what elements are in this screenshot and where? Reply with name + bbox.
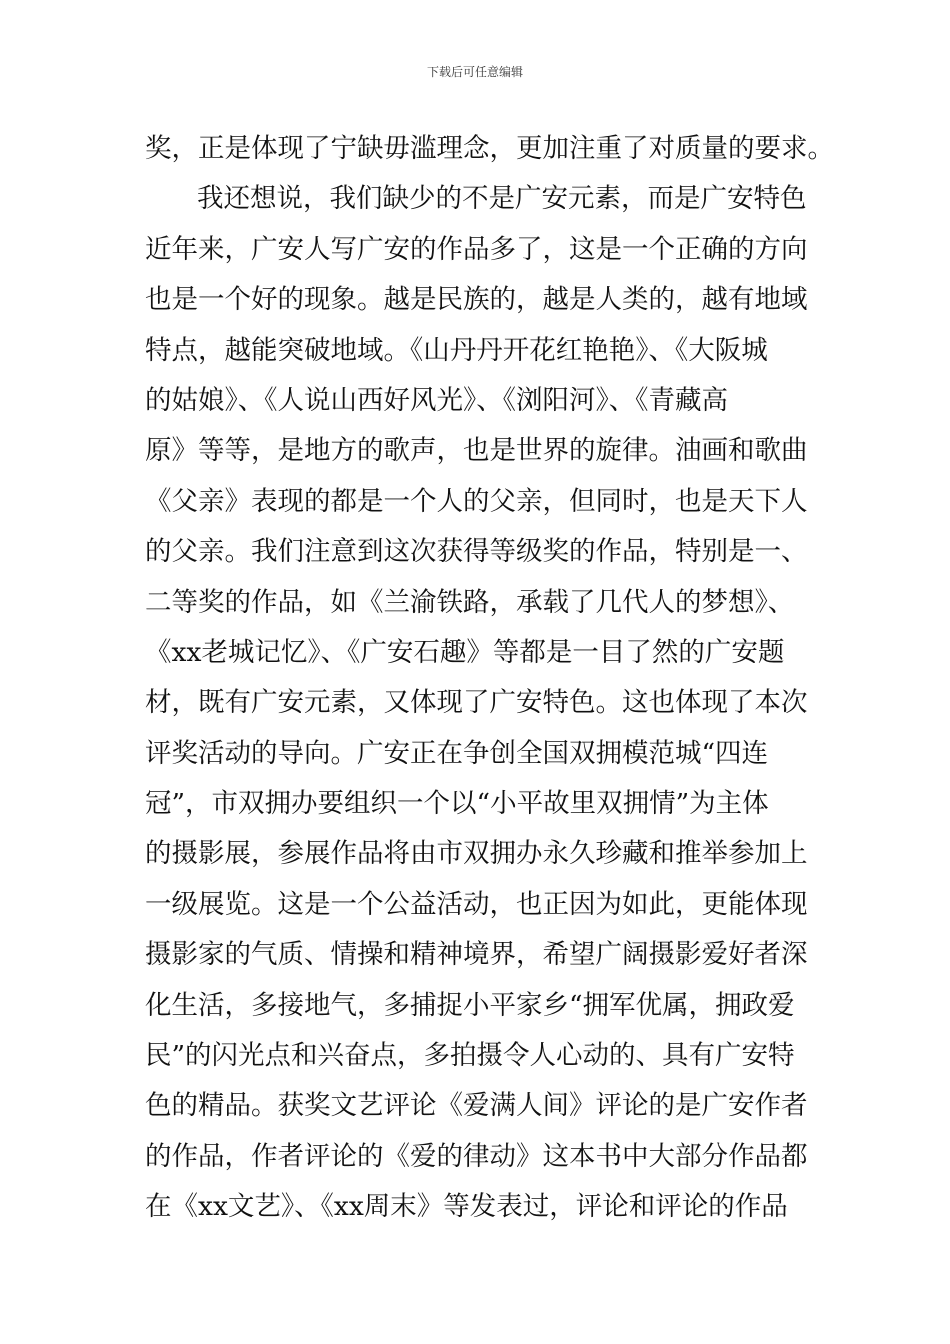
- text-line: 奖，正是体现了宁缺毋滥理念，更加注重了对质量的要求。: [145, 133, 834, 164]
- text-line: 二等奖的作品，如《兰渝铁路，承载了几代人的梦想》、: [145, 586, 795, 618]
- text-line: 冠”，市双拥办要组织一个以“小平故里双拥情”为主体: [145, 788, 769, 820]
- text-line: 的姑娘》、《人说山西好风光》、《浏阳河》、《青藏高: [145, 384, 728, 416]
- page-header: 下载后可任意编辑: [426, 65, 523, 79]
- text-line: 在《xx文艺》、《xx周末》等发表过，评论和评论的作品: [145, 1191, 788, 1223]
- text-line: 一级展览。这是一个公益活动，也正因为如此，更能体现: [145, 888, 808, 920]
- text-line: 《xx老城记忆》、《广安石趣》等都是一目了然的广安题: [145, 636, 785, 668]
- text-line: 的父亲。我们注意到这次获得等级奖的作品，特别是一、: [145, 536, 808, 568]
- text-line: 色的精品。获奖文艺评论《爱满人间》评论的是广安作者: [145, 1090, 808, 1122]
- text-line: 摄影家的气质、情操和精神境界，希望广阔摄影爱好者深: [145, 939, 808, 971]
- text-line: 民”的闪光点和兴奋点，多拍摄令人心动的、具有广安特: [145, 1040, 795, 1072]
- text-line: 材，既有广安元素，又体现了广安特色。这也体现了本次: [145, 687, 808, 719]
- text-line: 的作品，作者评论的《爱的律动》这本书中大部分作品都: [145, 1140, 808, 1172]
- text-line: 特点，越能突破地域。《山丹丹开花红艳艳》、《大阪城: [145, 334, 768, 366]
- text-line: 化生活，多接地气，多捕捉小平家乡“拥军优属，拥政爱: [145, 989, 795, 1021]
- text-line: 评奖活动的导向。广安正在争创全国双拥模范城“四连: [145, 737, 769, 769]
- text-line: 近年来，广安人写广安的作品多了，这是一个正确的方向: [145, 233, 808, 265]
- text-line: 原》等等，是地方的歌声，也是世界的旋律。油画和歌曲: [145, 435, 808, 467]
- text-line: 《父亲》表现的都是一个人的父亲，但同时，也是天下人: [145, 485, 808, 517]
- paragraph-first-line: 我还想说，我们缺少的不是广安元素，而是广安特色: [197, 183, 807, 215]
- text-line: 的摄影展，参展作品将由市双拥办永久珍藏和推举参加上: [145, 838, 808, 870]
- document-body: [145, 124, 834, 1233]
- text-line: 也是一个好的现象。越是民族的，越是人类的，越有地域: [145, 284, 808, 316]
